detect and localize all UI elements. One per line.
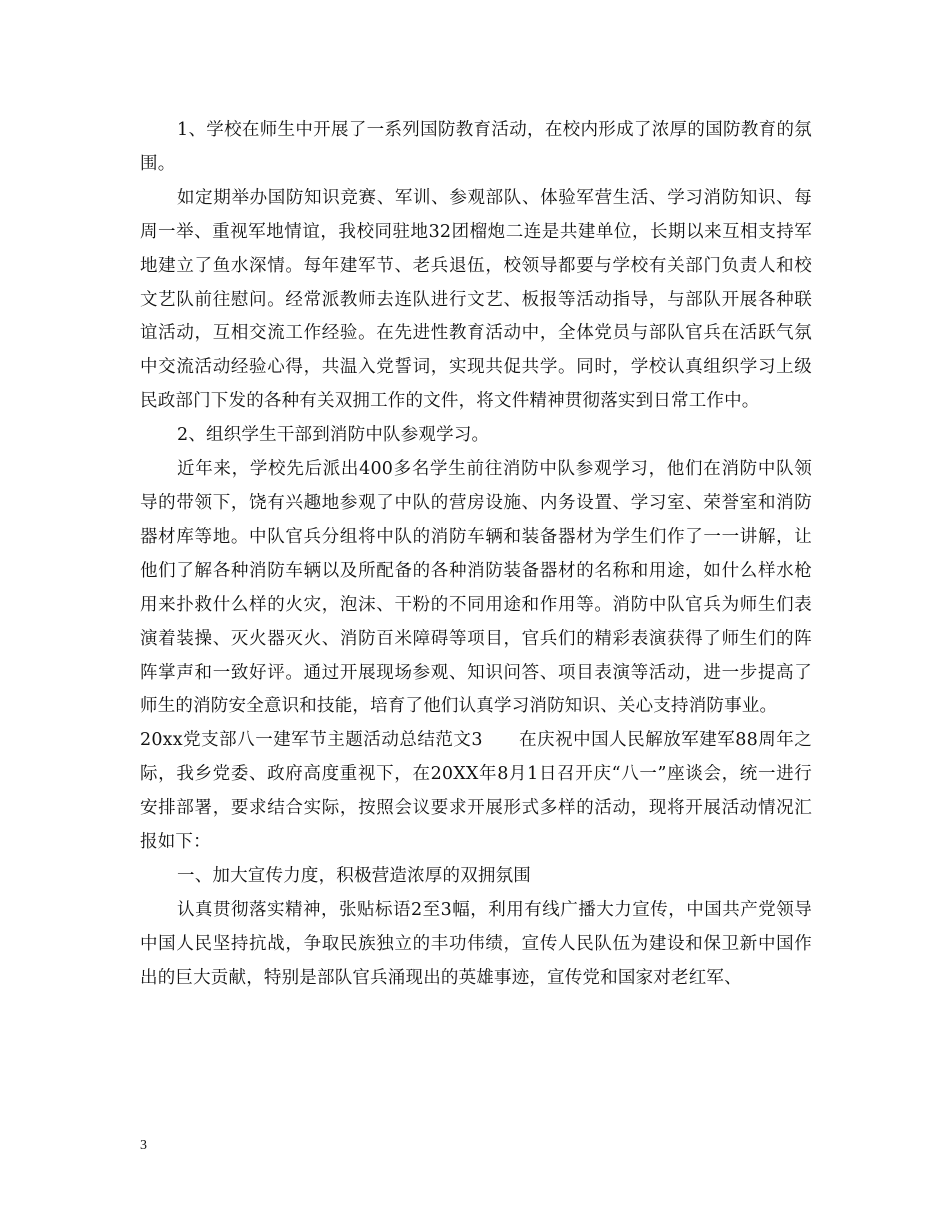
paragraph-4: 近年来，学校先后派出400多名学生前往消防中队参观学习，他们在消防中队领导的带领下，饶有兴趣地参观了中队的营房设施、内务设置、学习室、荣誉室和消防器材库等地。中队官兵分组将中队的消防车辆和装备器材为学生们作了一一讲解，让他们了解各种消防车辆以及所配备的各种消防装备器材的名称和用途，如什么样水枪用来扑救什么样的火灾，泡沫、干粉的不同用途和作用等。消防中队官兵为师生们表演着装操、灭火器灭火、消防百米障碍等项目，官兵们的精彩表演获得了师生们的阵阵掌声和一致好评。通过开展现场参观、知识问答、项目表演等活动，进一步提高了师生的消防安全意识和技能，培育了他们认真学习消防知识、关心支持消防事业。	[140, 459, 812, 717]
paragraph-7: 认真贯彻落实精神，张贴标语2至3幅，利用有线广播大力宣传，中国共产党领导中国人民坚持抗战，争取民族独立的丰功伟绩，宣传人民队伍为建设和保卫新中国作出的巨大贡献，特别是部队官兵涌现出的英雄事迹，宣传党和国家对老红军、	[140, 899, 812, 988]
paragraph-5-text: 在庆祝中国人民解放军建军88周年之际，我乡党委、政府高度重视下，在20XX年8月1日召开庆“八一”座谈会，统一进行安排部署，要求结合实际，按照会议要求开展形式多样的活动，现将开展活动情况汇报如下：	[140, 730, 813, 853]
paragraph-3: 2、组织学生干部到消防中队参观学习。	[177, 425, 490, 446]
paragraph-1: 1、学校在师生中开展了一系列国防教育活动，在校内形成了浓厚的国防教育的氛围。	[140, 120, 812, 174]
section-title: 20xx党支部八一建军节主题活动总结范文3	[140, 730, 483, 751]
paragraph-2: 如定期举办国防知识竞赛、军训、参观部队、体验军营生活、学习消防知识、每周一举、重视军地情谊，我校同驻地32团榴炮二连是共建单位，长期以来互相支持军地建立了鱼水深情。每年建军节、老兵退伍，校领导都要与学校有关部门负责人和校文艺队前往慰问。经常派教师去连队进行文艺、板报等活动指导，与部队开展各种联谊活动，互相交流工作经验。在先进性教育活动中，全体党员与部队官兵在活跃气氛中交流活动经验心得，共温入党誓词，实现共促共学。同时，学校认真组织学习上级民政部门下发的各种有关双拥工作的文件，将文件精神贯彻落实到日常工作中。	[140, 187, 812, 412]
page-number: 3	[140, 1138, 147, 1153]
document-body	[140, 114, 812, 996]
paragraph-5	[140, 724, 812, 860]
paragraph-6: 一、加大宣传力度，积极营造浓厚的双拥氛围	[177, 865, 531, 886]
